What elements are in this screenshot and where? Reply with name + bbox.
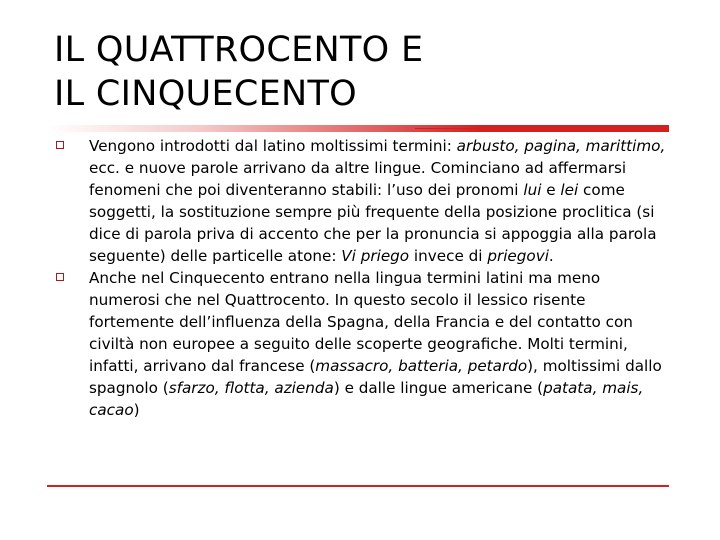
text-segment: ecc. e nuove parole arrivano da altre lingue. Cominciano ad affermarsi fenomeni che poi diventeranno stabili: l’uso dei pronomi xyxy=(89,159,627,199)
bullet-text-2 xyxy=(89,269,662,419)
italic-example-priegovi: priegovi xyxy=(487,247,549,265)
bullet-text-1 xyxy=(89,137,665,265)
text-segment: invece di xyxy=(409,247,488,265)
text-segment: ) e dalle lingue americane ( xyxy=(333,379,544,397)
bullet-item-2 xyxy=(56,267,671,421)
text-segment: ), moltissimi dallo spagnolo ( xyxy=(89,357,662,397)
text-segment: e xyxy=(541,181,561,199)
title-divider-line xyxy=(415,128,669,129)
italic-pronoun-lei: lei xyxy=(560,181,579,199)
italic-american-words: patata, mais, cacao xyxy=(89,379,644,419)
text-segment: . xyxy=(548,247,554,265)
text-segment: Anche nel Cinquecento entrano nella lingua termini latini ma meno numerosi che nel Quattrocento. In questo secolo il lessico risente fortemente dell’influenza della Spagna, della Francia e del contatto con civiltà non europee a seguito delle scoperte geografiche. Molti termini, infatti, arrivano dal francese ( xyxy=(89,269,633,375)
italic-spanish-words: sfarzo, flotta, azienda xyxy=(168,379,334,397)
slide-title-line-1: IL QUATTROCENTO E xyxy=(54,30,424,70)
slide-title xyxy=(54,28,674,116)
text-segment: ) xyxy=(133,401,140,419)
text-segment: Vengono introdotti dal latino moltissimi termini: xyxy=(89,137,457,155)
bullet-list xyxy=(56,135,671,421)
square-bullet-icon xyxy=(56,141,64,149)
italic-pronoun-lui: lui xyxy=(523,181,542,199)
footer-divider xyxy=(47,485,669,487)
slide-title-line-2: IL CINQUECENTO xyxy=(54,74,358,114)
italic-example-words: arbusto, pagina, marittimo, xyxy=(456,137,666,155)
bullet-item-1 xyxy=(56,135,671,267)
italic-example-vi-priego: Vi priego xyxy=(341,247,410,265)
text-segment: come soggetti, la sostituzione sempre più frequente della posizione proclitica (si dice di parola priva di accento che per la pronuncia si appoggia alla parola seguente) delle particelle atone: xyxy=(89,181,657,265)
square-bullet-icon xyxy=(56,273,64,281)
italic-french-words: massacro, batteria, petardo xyxy=(315,357,528,375)
